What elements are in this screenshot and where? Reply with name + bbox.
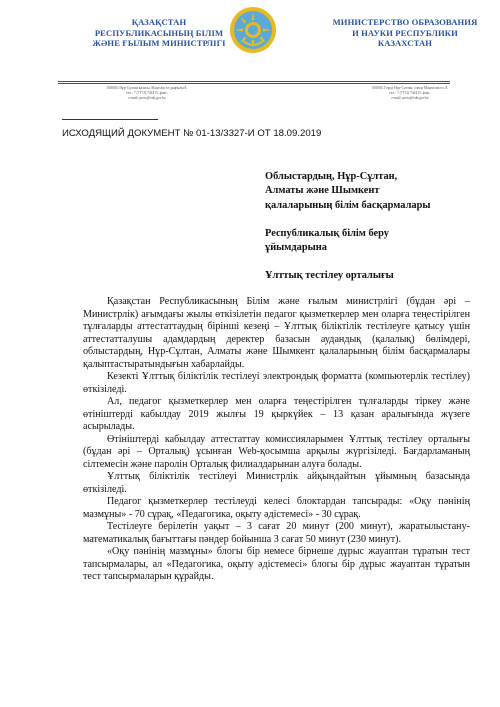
address-line: e-mail: press@edu.gov.kz: [391, 96, 429, 101]
address-line: e-mail: press@edu.gov.kz: [128, 96, 166, 101]
recipient-line: Ұлттық тестілеу орталығы: [265, 270, 394, 282]
recipient-line: Облыстардың, Нұр-Сұлтан,: [265, 171, 398, 182]
address-line: 010000, Нұр-Сұлтан қаласы, Мәңгілік ел даңғылы 8,: [106, 86, 188, 90]
header-left-line: РЕСПУБЛИКАСЫНЫҢ БІЛІМ: [94, 27, 224, 38]
reference-line: [62, 119, 158, 120]
paragraph: Ұлттық біліктілік тестілеуі Министрлік айқындайтын ұйымның базасында өткізіледі.: [83, 471, 470, 495]
paragraph: Тестілеуге берілетін уақыт – 3 сағат 20 минут (200 минут), жаратылыстану-математикалық бағыттағы пәндер бойынша 3 сағат 50 минут (230 минут).: [83, 521, 470, 545]
recipient-line: Республикалық білім беру: [265, 227, 389, 239]
recipient: [265, 170, 475, 213]
address-right: [335, 86, 485, 102]
letter-body: [83, 296, 470, 584]
address-left: [72, 86, 222, 102]
recipients-block: [265, 170, 475, 298]
header-right-line: МИНИСТЕРСТВО ОБРАЗОВАНИЯ: [332, 17, 478, 27]
recipient-line: ұйымдарына: [265, 242, 327, 254]
recipient-line: Алматы және Шымкент: [265, 185, 380, 197]
address-line: 010000, Город Нур-Султан, улица Мангилик ел, 8,: [371, 86, 449, 90]
header-right-line: И НАУКИ РЕСПУБЛИКИ: [352, 27, 458, 38]
paragraph: Педагог қызметкерлер тестілеуді келесі блоктардан тапсырады: «Оқу пәнінің мазмұны» - 70 сұрақ, «Педагогика, оқыту әдістемесі» - 30 сұрақ.: [83, 496, 470, 520]
recipient: [265, 269, 475, 283]
paragraph: Қазақстан Республикасының Білім және ғылым министрлігі (бұдан әрі – Министрлік) ағымдағы жылы өткізілетін педагог қызметкерлер мен оларға теңестірілген тұлғаларды аттестаттаудың бірінші кезеңі – Ұлттық біліктілік тестілеуге қатысу үшін аттестатталушы адамдардың деректер базасын аудандық (қалалық) бөлімдері, облыстардың, Нұр-Сұлтан, Алматы және Шымкент қалаларының білім басқармалары қалыптастыратындығын хабарлайды.: [83, 296, 470, 370]
header-right-line: КАЗАХСТАН: [377, 38, 433, 48]
paragraph: Өтініштерді кабылдау аттестаттау комиссияларымен Ұлттық тестілеу орталығы (бұдан әрі – Орталық) ұсынған Web-қосымша арқылы жүргізіледі. Бағдарламаның сілтемесін және паролін Орталық филиалдарынан алуға болады.: [83, 433, 470, 470]
header-divider-bottom: [58, 83, 450, 84]
recipient: [265, 227, 475, 256]
header-divider-top: [58, 81, 450, 82]
paragraph: Кезекті Ұлттық біліктілік тестілеуі электрондық форматта (компьютерлік тестілеу) өткізіледі.: [83, 371, 470, 395]
header-left-line: ЖӘНЕ ҒЫЛЫМ МИНИСТРЛІГІ: [92, 38, 226, 48]
header-left-title: [74, 17, 244, 49]
outgoing-document-number: ИСХОДЯЩИЙ ДОКУМЕНТ № 01-13/3327-И ОТ 18.09.2019: [62, 128, 322, 139]
header-right-title: [320, 17, 490, 49]
paragraph: Ал, педагог қызметкерлер мен оларға теңестірілген тұлғаларды тіркеу және өтініштерді кабылдау 2019 жылғы 19 қыркүйек – 13 қазан аралығында жүзеге асырылады.: [83, 396, 470, 432]
address-line: тел.: 7 (7172) 742415, факс:: [126, 91, 168, 96]
recipient-line: қалаларының білім басқармалары: [265, 199, 431, 211]
paragraph: «Оқу пәнінің мазмұны» блогы бір немесе бірнеше дұрыс жауаптан тұратын тест тапсырмалары, ал «Педагогика, оқыту әдістемесі» блогы бір дұрыс жауаптан тұратын тест тапсырмаларын құрайды.: [83, 546, 470, 582]
address-line: тел.: 7 (7172) 742415, факс:: [389, 91, 431, 96]
state-emblem-icon: [229, 6, 277, 54]
header-left-line: ҚАЗАҚСТАН: [131, 17, 187, 27]
